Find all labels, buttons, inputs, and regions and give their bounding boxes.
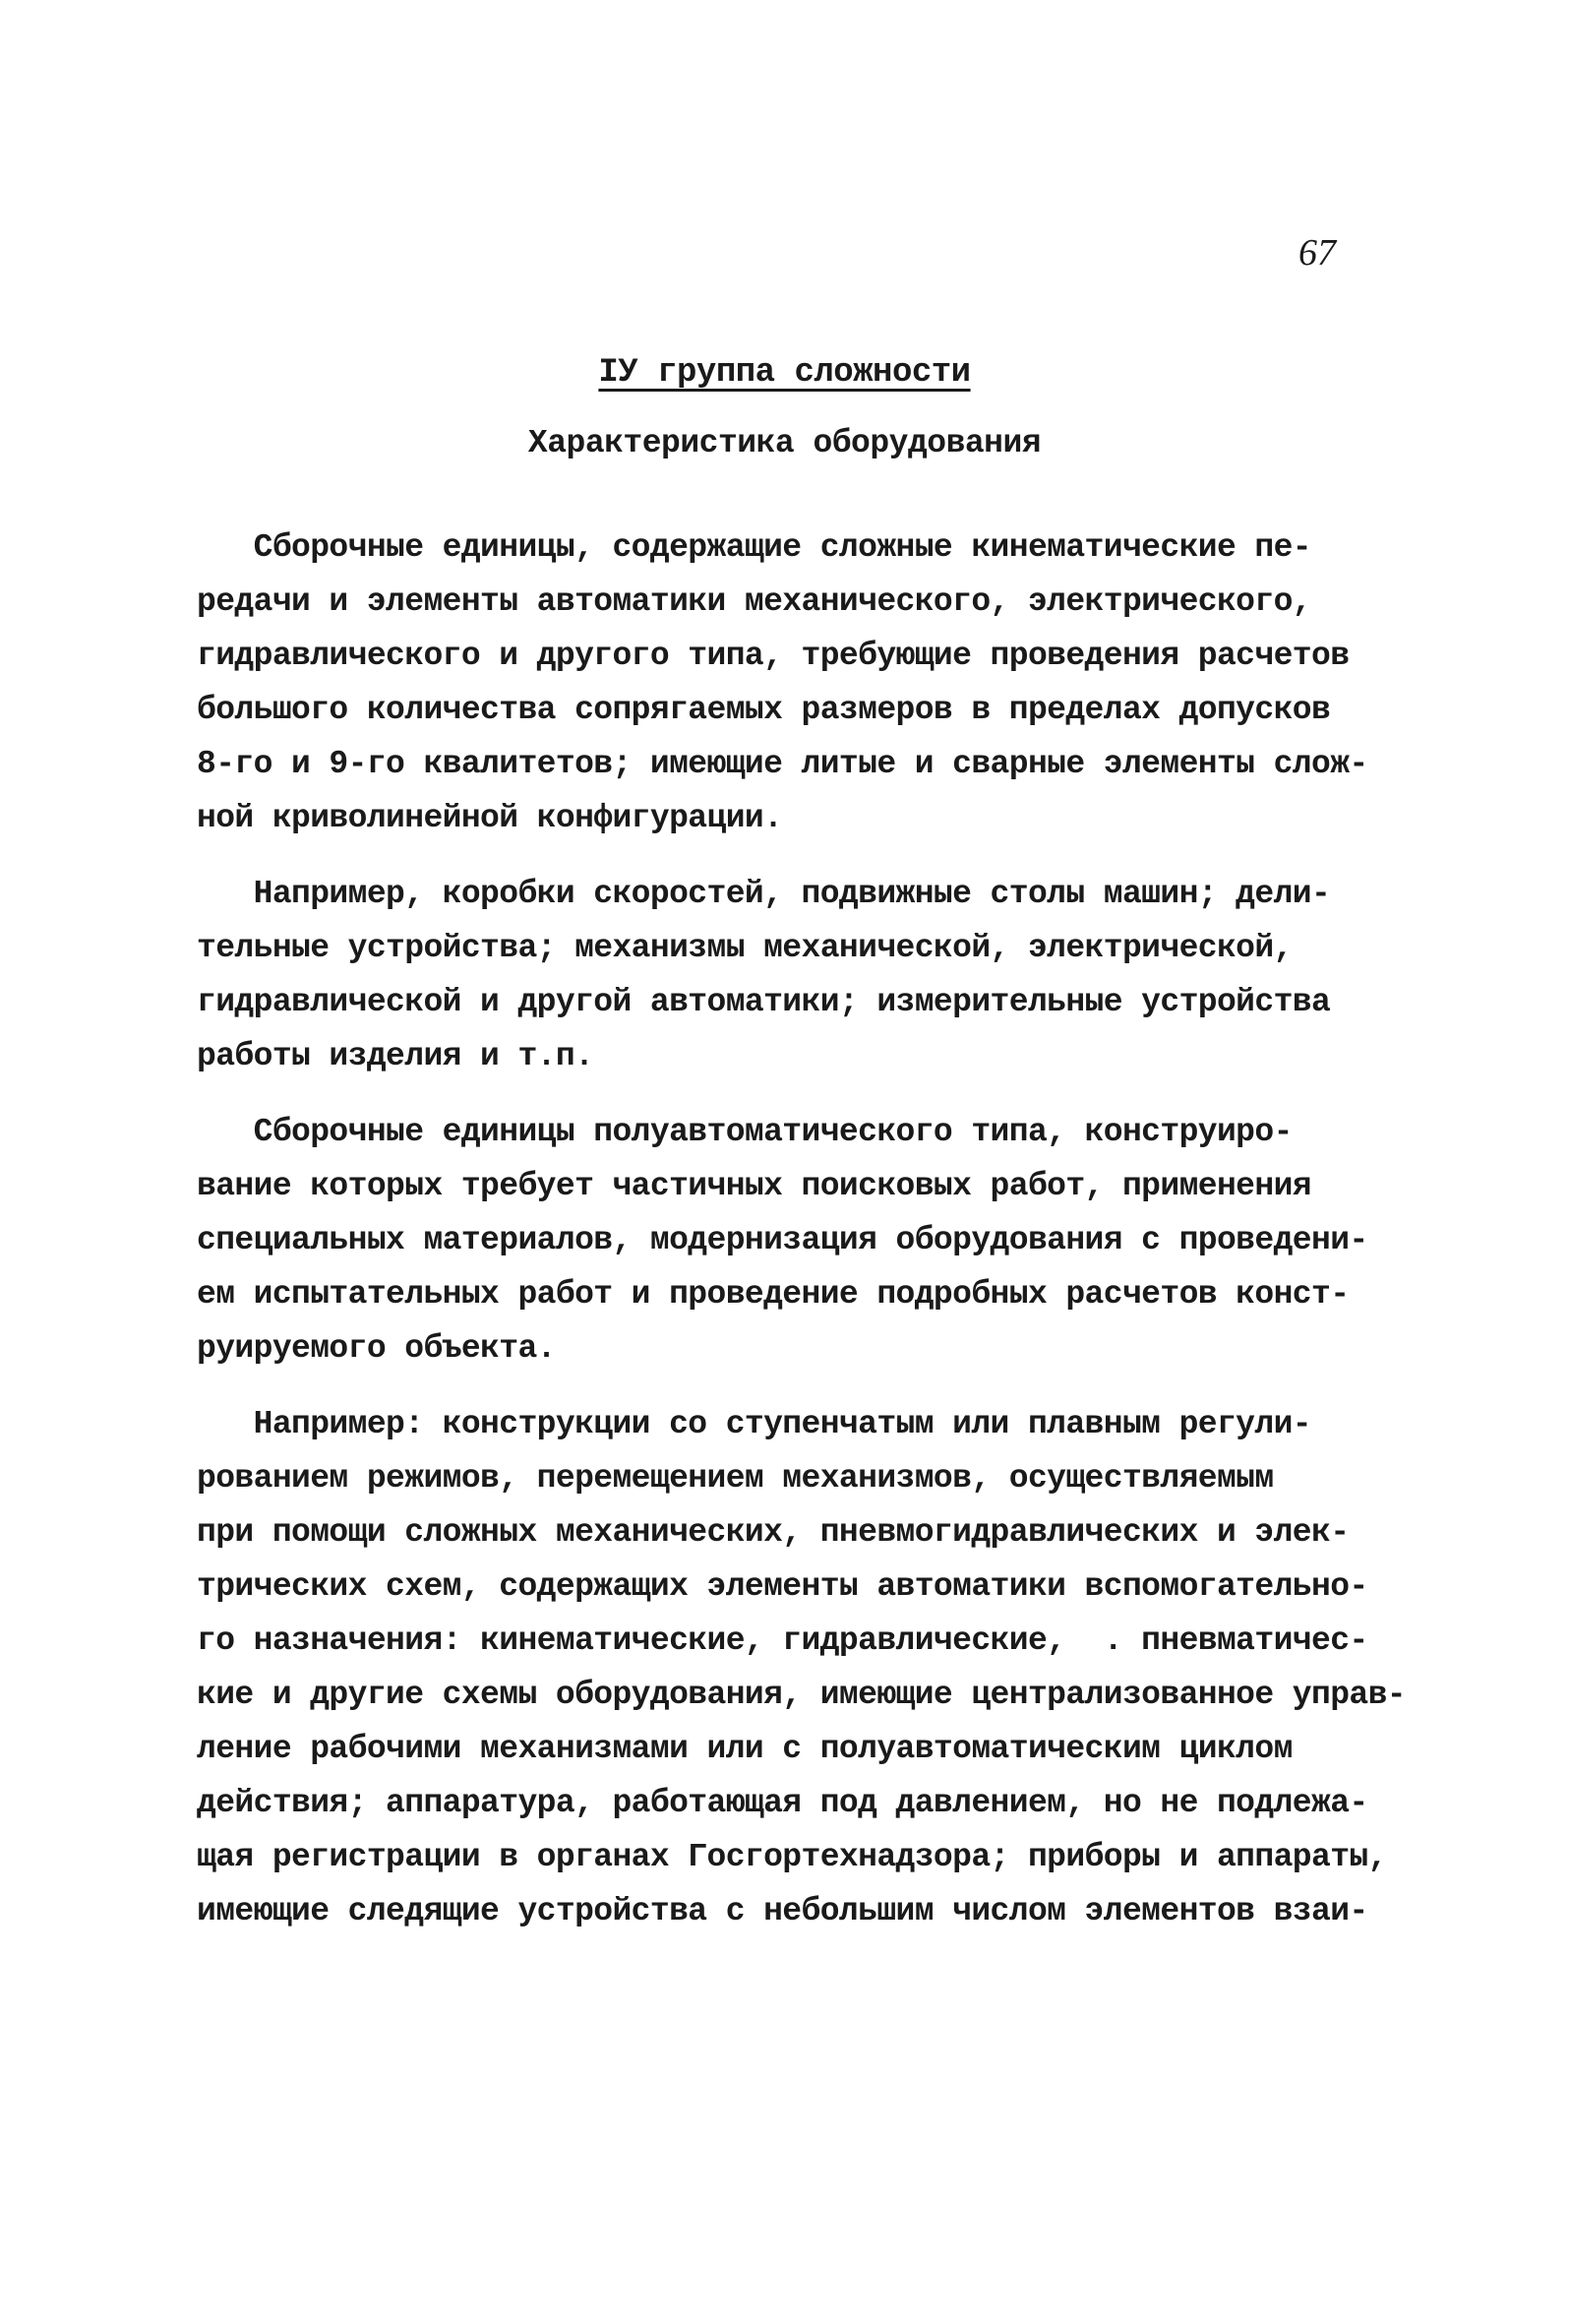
text-line: гидравлической и другой автоматики; измерительные устройства — [197, 984, 1331, 1020]
text-line: гидравлического и другого типа, требующие проведения расчетов — [197, 638, 1350, 674]
text-line: Сборочные единицы, содержащие сложные кинематические пе- — [197, 529, 1311, 566]
text-line: ление рабочими механизмами или с полуавтоматическим циклом — [197, 1731, 1293, 1767]
text-line: Сборочные единицы полуавтоматического типа, конструиро- — [197, 1114, 1293, 1150]
text-line: Например, коробки скоростей, подвижные столы машин; дели- — [197, 876, 1331, 912]
text-line: специальных материалов, модернизация оборудования с проведени- — [197, 1222, 1368, 1258]
text-line: рованием режимов, перемещением механизмов, осуществляемым — [197, 1460, 1274, 1497]
text-line: при помощи сложных механических, пневмогидравлических и элек- — [197, 1514, 1350, 1551]
text-line: Например: конструкции со ступенчатым или плавным регули- — [197, 1406, 1311, 1442]
text-line: руируемого объекта. — [197, 1330, 556, 1367]
text-line: ем испытательных работ и проведение подробных расчетов конст- — [197, 1276, 1350, 1313]
text-line: работы изделия и т.п. — [197, 1038, 594, 1074]
text-line: имеющие следящие устройства с небольшим числом элементов взаи- — [197, 1893, 1368, 1929]
text-line: большого количества сопрягаемых размеров в пределах допусков — [197, 692, 1331, 728]
text-line: тельные устройства; механизмы механической, электрической, — [197, 930, 1293, 966]
page-number: 67 — [1298, 232, 1336, 274]
text-line: действия; аппаратура, работающая под давлением, но не подлежа- — [197, 1785, 1368, 1821]
text-line: ной криволинейной конфигурации. — [197, 800, 783, 836]
text-line: го назначения: кинематические, гидравлические, . пневматичес- — [197, 1622, 1368, 1659]
text-line: вание которых требует частичных поисковых работ, применения — [197, 1168, 1311, 1204]
section-subheading: Характеристика оборудования — [527, 425, 1042, 461]
text-line: щая регистрации в органах Госгортехнадзора; приборы и аппараты, — [197, 1839, 1387, 1875]
text-line: кие и другие схемы оборудования, имеющие централизованное управ- — [197, 1677, 1407, 1713]
text-line: трических схем, содержащих элементы автоматики вспомогательно- — [197, 1568, 1368, 1605]
text-line: редачи и элементы автоматики механического, электрического, — [197, 583, 1311, 620]
section-heading: IУ группа сложности — [598, 354, 971, 392]
text-line: 8-го и 9-го квалитетов; имеющие литые и сварные элементы слож- — [197, 746, 1368, 782]
